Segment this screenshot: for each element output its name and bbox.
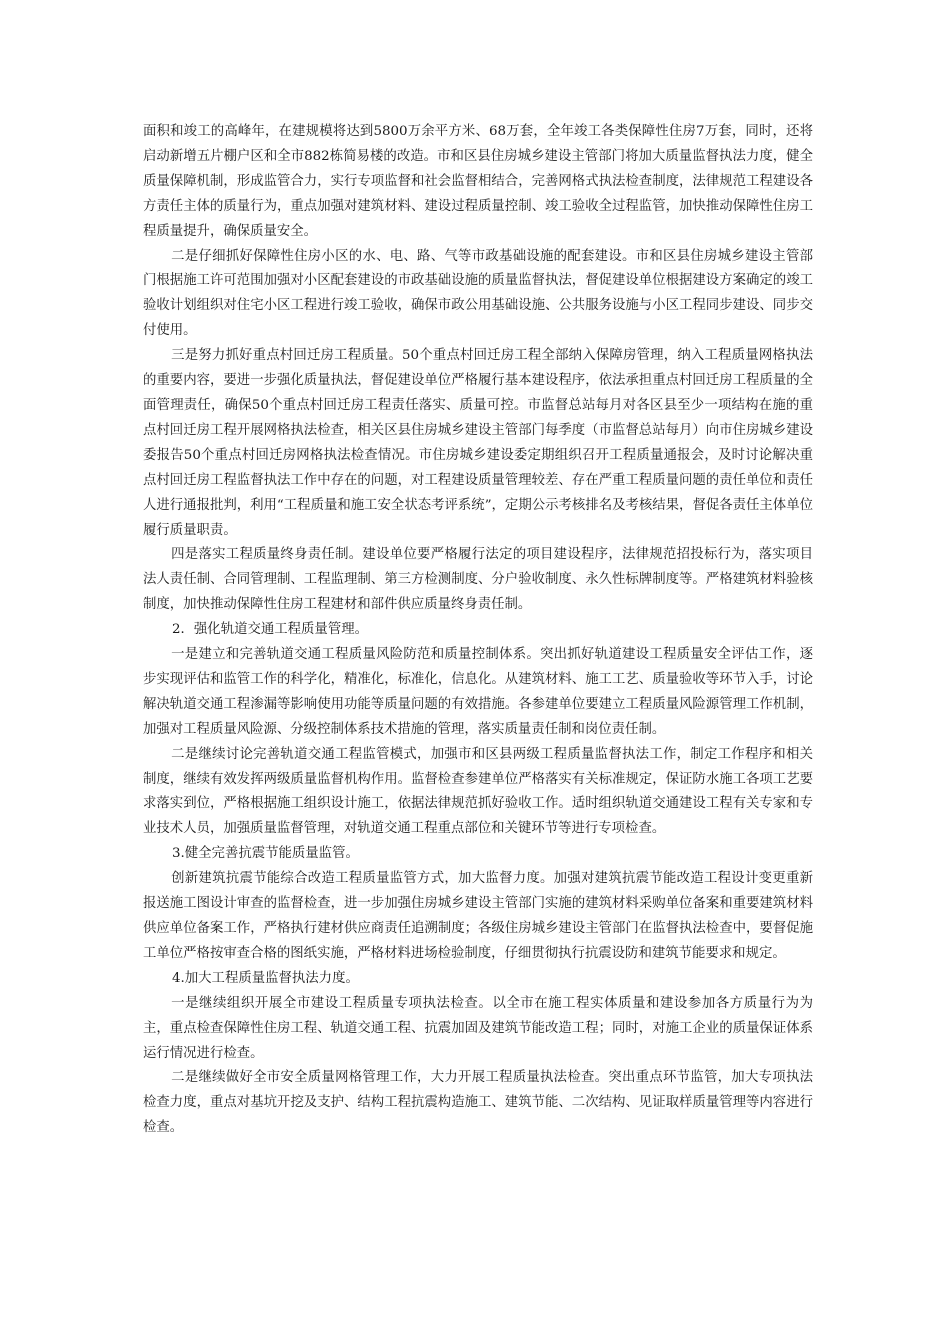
paragraph-relocation-housing: 三是努力抓好重点村回迁房工程质量。50个重点村回迁房工程全部纳入保障房管理，纳入工程质量网格执法的重要内容，要进一步强化质量执法，督促建设单位严格履行基本建设程序，依法承担重点村回迁房工程质量的全面管理责任，确保50个重点村回迁房工程责任落实、质量可控。市监督总站每月对各区县至少一项结构在施的重点村回迁房工程开展网格执法检查，相关区县住房城乡建设主管部门每季度（市监督总站每月）向市住房城乡建设委报告50个重点村回迁房网格执法检查情况。市住房城乡建设委定期组织召开工程质量通报会，及时讨论解决重点村回迁房工程监督执法工作中存在的问题，对工程建设质量管理较差、存在严重工程质量问题的责任单位和责任人进行通报批判，利用“工程质量和施工安全状态考评系统”，定期公示考核排名及考核结果，督促各责任主体单位履行质量职责。 bbox=[143, 348, 813, 538]
paragraph-seismic-energy-supervision: 创新建筑抗震节能综合改造工程质量监管方式，加大监督力度。加强对建筑抗震节能改造工程设计变更重新报送施工图设计审查的监督检查，进一步加强住房城乡建设主管部门实施的建筑材料采购单位备案和重要建筑材料供应单位备案工作，严格执行建材供应商责任追溯制度；各级住房城乡建设主管部门在监督执法检查中，要督促施工单位严格按审查合格的图纸实施，严格材料进场检验制度，仔细贯彻执行抗震设防和建筑节能要求和规定。 bbox=[143, 871, 813, 961]
paragraph-rail-supervision-mode: 二是继续讨论完善轨道交通工程监管模式，加强市和区县两级工程质量监督执法工作，制定工作程序和相关制度，继续有效发挥两级质量监督机构作用。监督检查参建单位严格落实有关标准规定，保证防水施工各项工艺要求落实到位，严格根据施工组织设计施工，依据法律规范抓好验收工作。适时组织轨道交通建设工程有关专家和专业技术人员，加强质量监督管理，对轨道交通工程重点部位和关键环节等进行专项检查。 bbox=[143, 746, 813, 837]
paragraph-rail-risk-control: 一是建立和完善轨道交通工程质量风险防范和质量控制体系。突出抓好轨道建设工程质量安全评估工作，逐步实现评估和监管工作的科学化，精准化，标准化，信息化。从建筑材料、施工工艺、质量验收等环节入手，讨论解决轨道交通工程渗漏等影响使用功能等质量问题的有效措施。各参建单位要建立工程质量风险源管理工作机制，加强对工程质量风险源、分级控制体系技术措施的管理，落实质量责任制和岗位责任制。 bbox=[143, 647, 813, 737]
paragraph-continuation: 面积和竣工的高峰年，在建规模将达到5800万余平方米、68万套，全年竣工各类保障性住房7万套，同时，还将启动新增五片棚户区和全市882栋简易楼的改造。市和区县住房城乡建设主管部门将加大质量监督执法力度，健全质量保障机制，形成监管合力，实行专项监督和社会监督相结合，完善网格式执法检查制度，法律规范工程建设各方责任主体的质量行为，重点加强对建筑材料、建设过程质量控制、竣工验收全过程监管，加快推动保障性住房工程质量提升，确保质量安全。 bbox=[143, 124, 813, 239]
section-heading-enforcement: 4.加大工程质量监督执法力度。 bbox=[172, 970, 359, 986]
section-heading-seismic-energy: 3.健全完善抗震节能质量监管。 bbox=[172, 846, 359, 862]
paragraph-supporting-infrastructure: 二是仔细抓好保障性住房小区的水、电、路、气等市政基础设施的配套建设。市和区县住房城乡建设主管部门根据施工许可范围加强对小区配套建设的市政基础设施的质量监督执法，督促建设单位根据建设方案确定的竣工验收计划组织对住宅小区工程进行竣工验收，确保市政公用基础设施、公共服务设施与小区工程同步建设、同步交付使用。 bbox=[143, 248, 813, 339]
paragraph-lifetime-responsibility: 四是落实工程质量终身责任制。建设单位要严格履行法定的项目建设程序，法律规范招投标行为，落实项目法人责任制、合同管理制、工程监理制、第三方检测制度、分户验收制度、永久性标牌制度等。严格建筑材料验核制度，加快推动保障性住房工程建材和部件供应质量终身责任制。 bbox=[143, 547, 813, 613]
document-body bbox=[143, 120, 813, 1141]
paragraph-grid-management: 二是继续做好全市安全质量网格管理工作，大力开展工程质量执法检查。突出重点环节监管，加大专项执法检查力度，重点对基坑开挖及支护、结构工程抗震构造施工、建筑节能、二次结构、见证取样质量管理等内容进行检查。 bbox=[143, 1070, 813, 1136]
paragraph-special-inspection: 一是继续组织开展全市建设工程质量专项执法检查。以全市在施工程实体质量和建设参加各方质量行为为主，重点检查保障性住房工程、轨道交通工程、抗震加固及建筑节能改造工程；同时，对施工企业的质量保证体系运行情况进行检查。 bbox=[143, 995, 813, 1061]
section-heading-rail-transit: 2．强化轨道交通工程质量管理。 bbox=[172, 622, 368, 638]
